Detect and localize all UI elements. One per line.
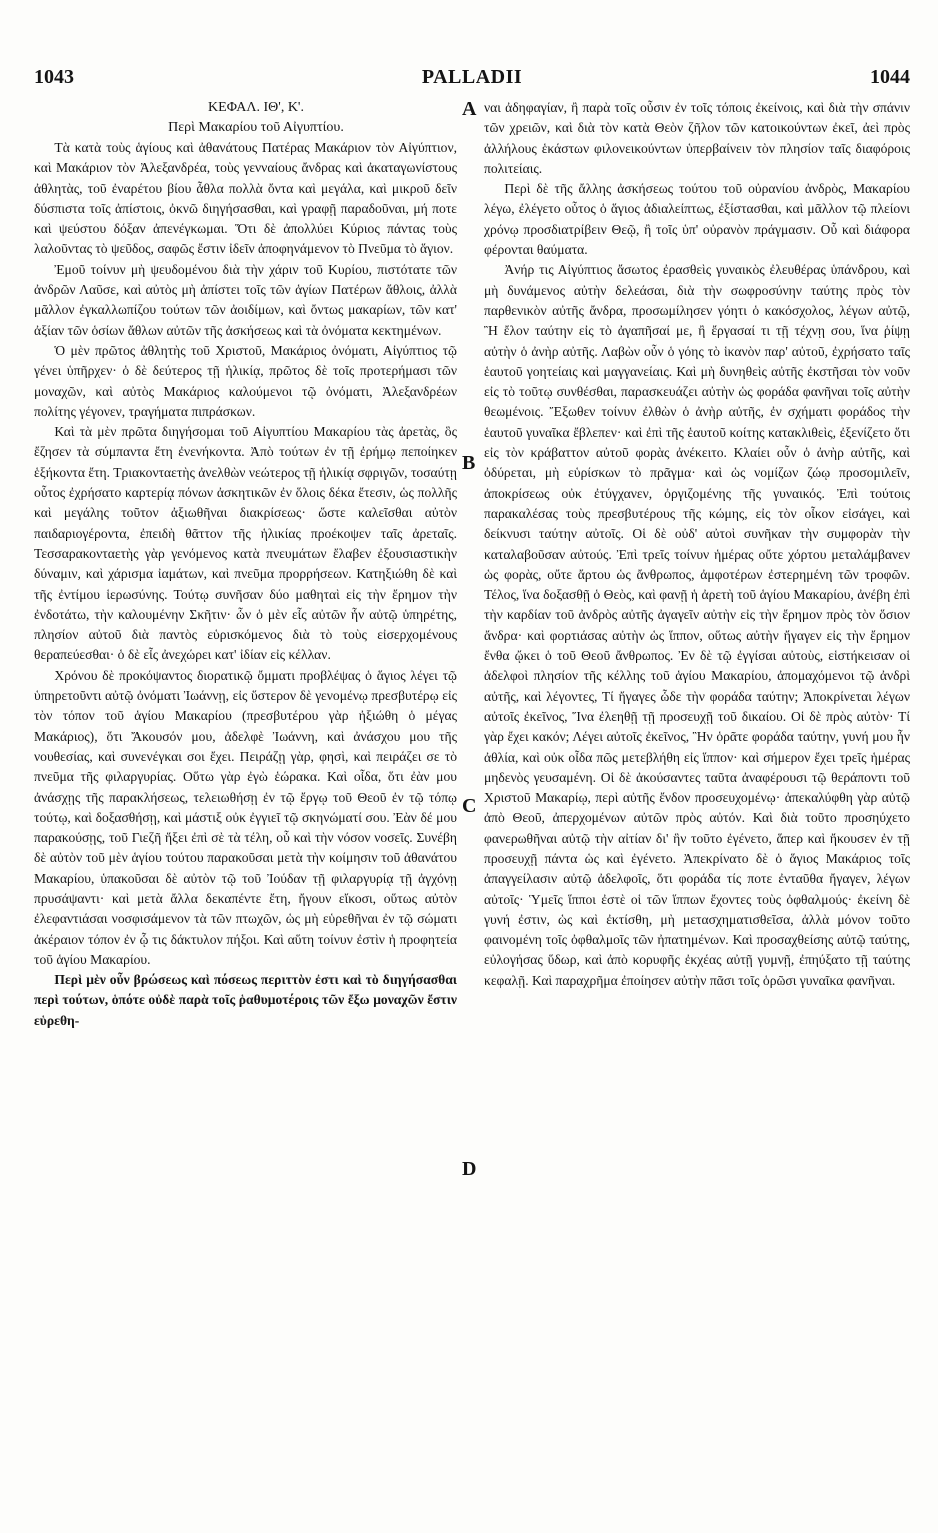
running-title: PALLADII xyxy=(421,66,523,88)
margin-marker-b: B xyxy=(462,452,476,474)
paragraph: Ἐμοῦ τοίνυν μὴ ψευδομένου διὰ τὴν χάριν τοῦ Κυρίου, πιστότατε τῶν ἀνδρῶν Λαῦσε, καὶ αὐτὸς μὴ ἀπίστει τοῖς τῶν ἁγίων Πατέρων ἄθλοις, ἀλλὰ μᾶλλον ἐγκαλλωπίζου τούτων τῶν ἀοιδίμων, καὶ ὄντως μακαρίων, τῶν κατ' ἀξίαν τῶν ὁσίων ἄθλων αὐτῶν τῆς ἀσκήσεως καὶ τὰ ὀνόματα κεκτημένων. xyxy=(34,261,457,338)
chapter-title: ΚΕΦΑΛ. ΙΘ', Κ'. xyxy=(208,100,304,115)
margin-marker-d: D xyxy=(462,1158,477,1180)
paragraph: Ἀνήρ τις Αἰγύπτιος ἄσωτος ἐρασθεὶς γυναικὸς ἐλευθέρας ὑπάνδρου, καὶ μὴ δυνάμενος αὐτὴν δελεάσαι, διὰ τὴν σωφροσύνην ταύτης πρὸς τὸν παρθενικὸν αὐτῆς ἄνδρα, προσωμίλησεν γόητι ὁ κακόσχολος, λέγων αὐτῷ, Ἢ ἔλον ταύτην εἰς τὸ ἀγαπῆσαί με, ἢ ἔργασαί τι τῇ τέχνῃ σου, ἵνα ῥίψῃ αὐτὴν ὁ ἀνὴρ αὐτῆς. Λαβὼν οὖν ὁ γόης τὸ ἱκανὸν παρ' αὐτοῦ, ἐχρήσατο ταῖς ἑαυτοῦ γοητείαις καὶ μαγγανείαις. Καὶ μὴ δυνηθεὶς αὐτῆς ἐκστῆσαι τὸν νοῦν εἰς τὸ τοῦτῳ συνθέσθαι, παρασκευάζει αὐτὴν ὡς φοράδα φανῆναι τοῖς αὐτὴν θεωμένοις. Ἔξωθεν τοίνυν ἐλθὼν ὁ ἀνὴρ αὐτῆς, ἐν σχήματι φοράδος τὴν ἑαυτοῦ γυναῖκα ἔβλεπεν· καὶ ἐπὶ τῆς ἑαυτοῦ κοίτης κατακλιθεὶς, ἐξενίζετο ὅτι εἰς τὸν κράβαττον αὐτοῦ φορὰς ἀνέκειτο. Κλαίει οὖν ὁ ἀνὴρ αὐτῆς, καὶ ὀδύρεται, μὴ εὑρίσκων τὸ πρᾶγμα· καὶ ὡς νομίζων ζώῳ προσομιλεῖν, ἀποκρίσεως οὐκ ἐτύγχανεν, ὀργιζομένης τῆς γυναικός. Ἐπὶ τούτοις παρακαλέσας τοὺς πρεσβυτέρους τῆς κώμης, εἰς τὸν οἶκον εἰσάγει, καὶ δείκνυσι ταύτην αὐτοῖς. Οἱ δὲ οὐδ' αὐτοὶ συνῆκαν τὴν συμφορὰν τὴν καταλαβοῦσαν αὐτούς. Ἐπὶ τρεῖς τοίνυν ἡμέρας οὔτε χόρτου μεταλάμβανεν ὡς φορὰς, οὔτε ἄρτου ὡς ἄνθρωπος, ἀμφοτέρων ἐστερημένη τῶν τροφῶν. Τέλος, ἵνα δοξασθῇ ὁ Θεὸς, καὶ φανῇ ἡ ἀρετὴ τοῦ ἁγίου Μακαρίου, ἀνέβη ἐπὶ τὴν καρδίαν τοῦ ἀνδρὸς αὐτῆς ἀγαγεῖν αὐτὴν εἰς τὴν ἔρημον πρὸς τὸν ὅσιον ἄνδρα· καὶ φορτιάσας αὐτὴν ὡς ἵππον, οὕτως αὐτὴν ἤγαγεν εἰς τὴν ἔρημον ἔνθα ᾤκει ὁ τοῦ Θεοῦ ἄνθρωπος. Ἐν δὲ τῷ ἐγγίσαι αὐτοὺς, εἱστήκεισαν οἱ ἀδελφοὶ πλησίον τῆς κέλλης τοῦ ἁγίου Μακαρίου, ἀπομαχόμενοι τῷ ἀνδρὶ αὐτῆς, καὶ λέγοντες, Τί ἤγαγες ὧδε τὴν φοράδα ταύτην; Ἀποκρίνεται λέγων αὐτοῖς ἐκεῖνος, Ἵνα ἐλεηθῇ τῇ προσευχῇ τοῦ δικαίου. Οἱ δὲ πρὸς αὐτὸν· Τί γὰρ ἔχει κακόν; Λέγει αὐτοῖς ἐκεῖνος, Ἣν ὁρᾶτε φοράδα ταύτην, γυνή μου ἦν ἀθλία, καὶ οὐκ οἶδα πῶς μετεβλήθη εἰς ἵππον· καὶ σήμερον ἔχει τρεῖς ἡμέρας μηδενὸς γευσαμένη. Οἱ δὲ ἀκούσαντες ταῦτα ἀναφέρουσι τῷ θεράποντι τοῦ Χριστοῦ Μακαρίῳ, περὶ αὐτῆς ἔνδον προσευχομένῳ· ἀπεκαλύφθη γὰρ αὐτῷ ἀπὸ Θεοῦ, ἀπερχομένων αὐτῶν πρὸς αὐτόν. Καὶ διὰ τοῦτο προσηύχετο φανερωθῆναι αὐτῷ τὴν αἰτίαν δι' ἣν τοῦτο ἐγένετο, ἅπερ καὶ ἤκουσεν ἐν τῇ προσευχῇ πάντα ὡς καὶ ἐγένετο. Ἀπεκρίνατο δὲ ὁ ἅγιος Μακάριος τοῖς ἀπαγγείλασιν αὐτῷ ἀδελφοῖς, ὅτι φοράδα τίς ποτε ἐνταῦθα ἤγαγεν, λέγων αὐτοῖς· Ὑμεῖς ἵπποι ἐστὲ οἱ τῶν ἵππων ἔχοντες τοὺς ὀφθαλμούς· ἐκείνη δὲ γυνή ἐστιν, ὡς καὶ ἐκτίσθη, μὴ μετασχηματισθεῖσα, ἀλλὰ μόνον τοῦτο φαινομένη τοῖς ὀφθαλμοῖς τῶν ἠπατημένων. Καὶ προσαχθείσης αὐτῷ ταύτης, εὐλογήσας ὕδωρ, καὶ ἀπὸ κορυφῆς ἐκχέας αὐτῇ γυμνῇ, ἐπηύξατο τῇ ταύτης κεφαλῇ. Καὶ παραχρῆμα ἐποίησεν αὐτὴν πᾶσι τοῖς ὁρῶσι γυναῖκα φανῆναι. xyxy=(484,262,910,988)
chapter-subtitle: Περὶ Μακαρίου τοῦ Αἰγυπτίου. xyxy=(168,120,344,135)
paragraph: Τὰ κατὰ τοὺς ἁγίους καὶ ἀθανάτους Πατέρας Μακάριον τὸν Αἰγύπτιον, καὶ Μακάριον τὸν Ἀλεξανδρέα, τοὺς γενναίους ἄνδρας καὶ ἀκαταγωνίστους ἀθλητὰς, τοῦ ἐναρέτου βίου ἆθλα πολλὰ ὄντα καὶ μεγάλα, καὶ μικροῦ δεῖν δύσπιστα τοῖς ἀπίστοις, ὀκνῶ διηγήσασθαι, καὶ γραφῇ παραδοῦναι, μή ποτε καὶ ψεύστου δόξαν ἀπενέγκωμαι. Ὅτι δὲ ἀπολλύει Κύριος πάντας τοὺς λαλοῦντας τὸ ψεῦδος, σαφῶς ἔστιν ἰδεῖν ἀποφηνάμενον τὸ Πνεῦμα τὸ ἅγιον. xyxy=(34,140,457,257)
paragraph: Ὁ μὲν πρῶτος ἀθλητὴς τοῦ Χριστοῦ, Μακάριος ὀνόματι, Αἰγύπτιος τῷ γένει ὑπῆρχεν· ὁ δὲ δεύτερος τῇ ἡλικίᾳ, πρῶτος δὲ τοῖς προτερήμασι τῶν μοναχῶν, καὶ αὐτὸς Μακάριος καλούμενοι τῷ ὀνόματι, Ἀλεξανδρέων πολίτης γέγονεν, τραγήματα πιπράσκων. xyxy=(34,342,457,419)
page-header xyxy=(34,66,910,96)
paragraph: Περὶ δὲ τῆς ἄλλης ἀσκήσεως τούτου τοῦ οὐρανίου ἀνδρὸς, Μακαρίου λέγω, ἐλέγετο οὗτος ὁ ἅγιος ἀδιαλείπτως, ἐξίστασθαι, καὶ μᾶλλον τῷ πλείονι χρόνῳ προσδιατρίβειν Θεῷ, ἢ τοῖς ὑπ' οὐρανὸν πράγμασιν. Οὗ καὶ διάφορα φέρονται θαύματα. xyxy=(484,181,910,258)
paragraph: Χρόνου δὲ προκόψαντος διορατικῷ ὄμματι προβλέψας ὁ ἅγιος λέγει τῷ ὑπηρετοῦντι αὐτῷ ὀνόματι Ἰωάννῃ, εἰς ὕστερον δὲ γενομένῳ πρεσβυτέρῳ εἰς τὸν τόπον τοῦ ἁγίου Μακαρίου (πρεσβυτέρου γὰρ ἠξιώθη ὁ μέγας Μακάριος), ὅτι Ἄκουσόν μου, ἀδελφὲ Ἰωάννη, καὶ ἀνάσχου μου τῆς νουθεσίας, καὶ συνενέγκαι σοι ἔχει. Πειράζῃ γὰρ, φησὶ, καὶ πειράζει σε τὸ πνεῦμα τῆς φιλαργυρίας. Οὕτω γὰρ ἐγὼ ἑώρακα. Καὶ οἶδα, ὅτι ἐὰν μου ἀνάσχῃς τῆς παρακλήσεως, τελειωθήσῃ ἐν τῷ ἔργῳ τοῦ Θεοῦ ἐν τῷ τόπῳ τούτῳ, καὶ δοξασθήσῃ, καὶ μάστιξ οὐκ ἐγγιεῖ τῷ σκηνώματί σου. Ἐὰν δέ μου παρακούσῃς, τοῦ Γιεζῆ ἥξει ἐπὶ σὲ τὰ τέλη, οὗ καὶ τὴν νόσον νοσεῖς. Συνέβη δὲ αὐτὸν τοῦ μὲν ἁγίου τούτου παρακοῦσαι μετὰ τὴν κοίμησιν τοῦ ἀθανάτου Μακαρίου, ὑπακοῦσαι δὲ αὐτὸν τῷ τοῦ Ἰούδαν τῇ φιλαργυρίᾳ τῇ ἀγχόνῃ πρυσάψαντι· καὶ μετὰ ἄλλα δεκαπέντε ἔτη, ἤγουν εἴκοσι, οὕτως αὐτὸν ἐλεφαντιάσαι νοσφισάμενον τὰ τῶν πτωχῶν, ὡς μὴ εὑρεθῆναι ἐν τῷ σώματι ἀκέραιον τόπον ἐν ᾧ τις δάκτυλον πήξοι. Καὶ αὕτη τοίνυν ἐστὶν ἡ προφητεία τοῦ ἁγίου Μακαρίου. xyxy=(34,667,457,967)
paragraph: Περὶ μὲν οὖν βρώσεως καὶ πόσεως περιττὸν ἐστι καὶ τὸ διηγήσασθαι περὶ τούτων, ὁπότε οὐδὲ παρὰ τοῖς ῥαθυμοτέροις τῶν ἔξω μοναχῶν ἔστιν εὑρεθη- xyxy=(34,972,457,1028)
margin-marker-c: C xyxy=(462,795,477,817)
page-number-right: 1044 xyxy=(870,66,910,88)
right-column xyxy=(484,98,910,991)
left-column xyxy=(34,98,457,1031)
paragraph: Καὶ τὰ μὲν πρῶτα διηγήσομαι τοῦ Αἰγυπτίου Μακαρίου τὰς ἀρετὰς, ὃς ἔζησεν τὰ σύμπαντα ἔτη ἐνενήκοντα. Ἀπὸ τούτων ἐν τῇ ἐρήμῳ πεποίηκεν ἑξήκοντα ἔτη. Τριακονταετὴς ἀνελθὼν νεώτερος τῇ ἡλικίᾳ σφριγῶν, τοσαύτῃ οὗτος ἐχρήσατο καρτερίᾳ πόνων ἀσκητικῶν ἐν ὅλοις δέκα ἔτεσιν, ὡς πολλῆς καὶ μεγάλης τοῦτον ἀξιωθῆναι διακρίσεως· ὥστε καλεῖσθαι αὐτὸν παιδαριογέροντα, ἐπειδὴ θᾶττον τῆς ἡλικίας προέκοψεν ταῖς ἀρεταῖς. Τεσσαρακονταετὴς γὰρ γενόμενος κατὰ πνευμάτων ἔλαβεν ἐξουσιαστικὴν δύναμιν, καὶ χάρισμα ἰαμάτων, καὶ πνεῦμα προρρήσεων. Κατηξιώθη δὲ καὶ τῆς ἐντίμου ἱερωσύνης. Τούτῳ συνῆσαν δύο μαθηταὶ εἰς τὴν ἔρημον τὴν ἐνδοτάτω, τὴν καλουμένην Σκῆτιν· ὧν ὁ μὲν εἷς αὐτῶν ἦν αὐτῷ ὑπηρέτης, πλησίον αὐτοῦ διὰ παντὸς εὑρισκόμενος διὰ τὸ τοὺς εἰσερχομένους θεραπεύεσθαι· ὁ δὲ εἷς ἀνεχώρει κατ' ἰδίαν εἰς κέλλαν. xyxy=(34,424,457,663)
page-number-left: 1043 xyxy=(34,66,74,88)
margin-marker-a: A xyxy=(462,98,477,120)
paragraph: ναι ἀδηφαγίαν, ἢ παρὰ τοῖς οὖσιν ἐν τοῖς τόποις ἐκείνοις, καὶ διὰ τὴν σπάνιν τῶν χρειῶν, καὶ διὰ τὸν κατὰ Θεὸν ζῆλον τῶν κατοικούντων ἐκεῖ, ἀεὶ πρὸς ἀλλήλους ἑκάστων φιλονεικούντων ὑπερβαίνειν τὸν πλησίον ταῖς διαφόροις πολιτείαις. xyxy=(484,100,910,176)
